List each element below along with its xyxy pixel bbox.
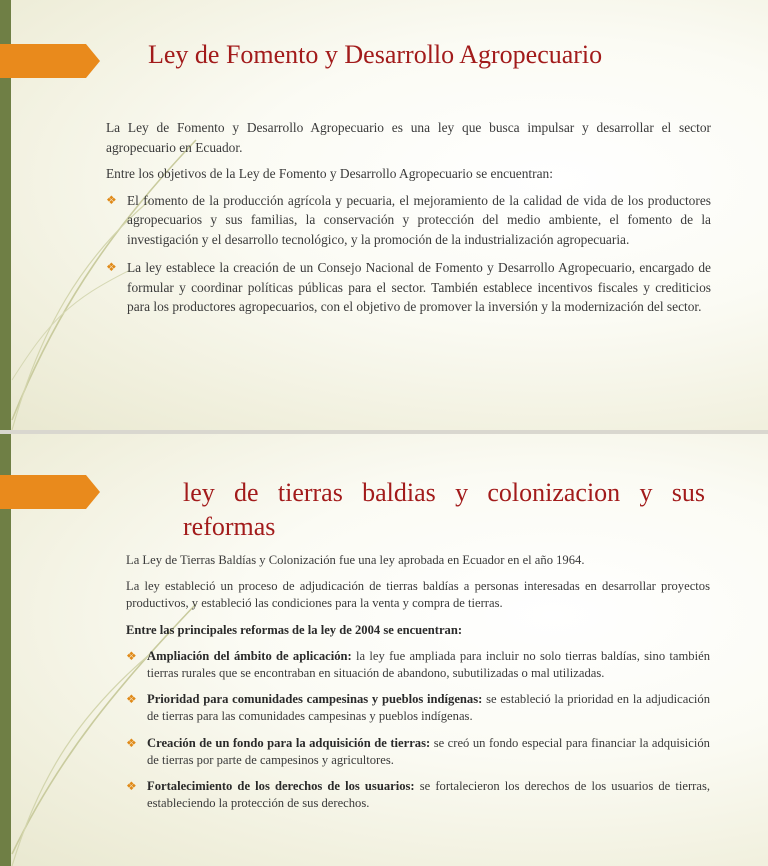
reforms-heading: Entre las principales reformas de la ley de 2004 se encuentran: <box>126 622 463 637</box>
slide-title: Ley de Fomento y Desarrollo Agropecuario <box>148 40 603 69</box>
bullet-list <box>106 191 711 317</box>
list-item-text: El fomento de la producción agrícola y pecuaria, el mejoramiento de la calidad de vida de los productores agropecuarios y sus familias, la conservación y protección del medio ambiente, el fomento de la investigación y el desarrollo tecnológico, y la promoción de la industrialización agropecuaria. <box>127 192 711 247</box>
reform-text: se creó un fondo especial para financiar la adquisición de tierras por parte de campesinos y agricultores. <box>147 735 710 767</box>
diamond-bullet-icon: ❖ <box>106 260 117 274</box>
title-arrow-marker <box>0 44 100 78</box>
diamond-bullet-icon: ❖ <box>106 192 117 207</box>
diamond-bullet-icon: ❖ <box>126 692 137 707</box>
reform-text: la ley fue ampliada para incluir no solo tierras baldías, sino también tierras rurales que se encontraban en situación de abandono, subutilizadas o mal utilizadas. <box>147 648 710 681</box>
list-item <box>126 648 710 682</box>
reforms-list <box>126 648 710 813</box>
slide-2 <box>0 434 768 866</box>
slide-title: ley de tierras baldias y colonizacion y sus reformas <box>183 478 705 541</box>
reform-title: Ampliación del ámbito de aplicación: <box>147 648 352 663</box>
reform-title: Creación de un fondo para la adquisición de tierras: <box>147 735 431 750</box>
list-item-text: La ley establece la creación de un Consejo Nacional de Fomento y Desarrollo Agropecuario, encargado de formular y coordinar políticas públicas para el sector. También establece incentivos fiscales y crediticios para los productores agropecuarios, con el objetivo de promover la inversión y la modernización del sector. <box>127 260 711 314</box>
paragraph: La Ley de Fomento y Desarrollo Agropecuario es una ley que busca impulsar y desarrollar el sector agropecuario en Ecuador. <box>106 120 711 155</box>
list-item <box>126 691 710 725</box>
title-arrow-marker <box>0 475 100 509</box>
list-item <box>106 191 711 250</box>
diamond-bullet-icon: ❖ <box>126 779 137 794</box>
paragraph: La ley estableció un proceso de adjudicación de tierras baldías a personas interesadas en desarrollar proyectos productivos, y estableció las condiciones para la venta y compra de tierras. <box>126 579 710 611</box>
reform-title: Fortalecimiento de los derechos de los usuarios: <box>147 779 415 794</box>
paragraph: La Ley de Tierras Baldías y Colonización fue una ley aprobada en Ecuador en el año 1964. <box>126 553 585 567</box>
slide-body <box>126 552 710 821</box>
slide-1 <box>0 0 768 430</box>
diamond-bullet-icon: ❖ <box>126 648 137 663</box>
list-item <box>126 735 710 769</box>
slide-body <box>106 118 711 326</box>
list-item <box>106 258 711 317</box>
diamond-bullet-icon: ❖ <box>126 735 137 750</box>
paragraph: Entre los objetivos de la Ley de Fomento y Desarrollo Agropecuario se encuentran: <box>106 166 553 181</box>
reform-text: se fortalecieron los derechos de los usuarios de tierras, estableciendo la protección de sus derechos. <box>147 779 710 811</box>
list-item <box>126 778 710 812</box>
reform-text: se estableció la prioridad en la adjudicación de tierras para las comunidades campesinas y pueblos indígenas. <box>147 692 711 724</box>
reform-title: Prioridad para comunidades campesinas y pueblos indígenas: <box>147 692 483 707</box>
